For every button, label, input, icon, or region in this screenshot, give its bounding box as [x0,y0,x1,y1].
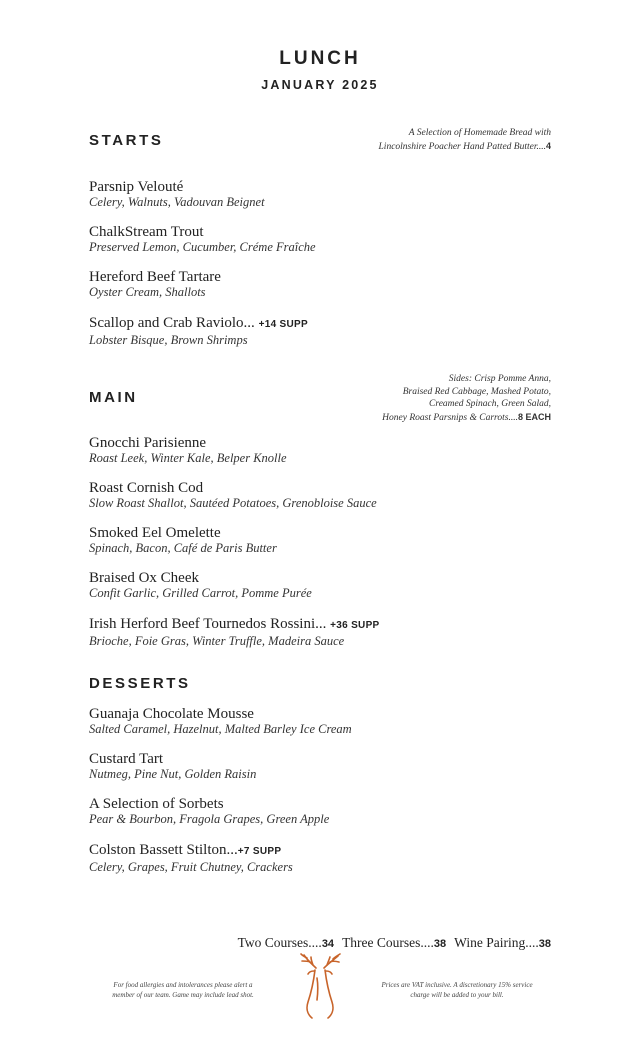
menu-item-chalkstream-trout [89,224,316,255]
wine-pairing-price: 38 [538,938,551,950]
menu-item-scallop-crab-raviolo [89,315,308,348]
menu-item-smoked-eel-omelette [89,525,277,556]
allergy-notice [88,980,278,1000]
three-courses-price: 38 [433,938,447,950]
sides-price: 8 EACH [517,411,551,422]
menu-item-sorbets [89,796,329,827]
stag-icon [296,952,344,1022]
item-name-row [89,616,380,634]
bread-note-line-2: Lincolnshire Poacher Hand Patted Butter....4 [378,140,551,152]
desserts-heading: DESSERTS [89,675,191,692]
supplement-badge: +7 SUPP [237,846,282,857]
item-description: Nutmeg, Pine Nut, Golden Raisin [89,767,257,781]
menu-date: JANUARY 2025 [261,78,379,92]
item-name: A Selection of Sorbets [89,796,224,812]
bread-note [379,127,551,153]
menu-item-parsnip-veloute [89,179,265,210]
menu-title: LUNCH [279,48,361,69]
starts-heading: STARTS [89,132,164,149]
item-description: Confit Garlic, Grilled Carrot, Pomme Purée [89,586,312,600]
main-heading: MAIN [89,389,138,406]
three-courses-label: Three Courses.... [342,935,434,950]
allergy-notice-line-1: For food allergies and intolerances please alert a [113,981,253,989]
bread-note-line-1: A Selection of Homemade Bread with [408,128,551,138]
item-description: Brioche, Foie Gras, Winter Truffle, Madeira Sauce [89,634,345,648]
item-name: Parsnip Velouté [89,179,184,195]
item-description: Oyster Cream, Shallots [89,285,206,299]
vat-notice-line-2: charge will be added to your bill. [410,991,504,999]
item-description: Celery, Grapes, Fruit Chutney, Crackers [89,860,293,874]
item-name: Hereford Beef Tartare [89,269,221,285]
item-description: Lobster Bisque, Brown Shrimps [89,333,248,347]
vat-service-notice [362,980,552,1000]
sides-note-line-3: Creamed Spinach, Green Salad, [429,399,551,409]
item-description: Salted Caramel, Hazelnut, Malted Barley Ice Cream [89,722,352,736]
item-description: Celery, Walnuts, Vadouvan Beignet [89,195,265,209]
item-name: Guanaja Chocolate Mousse [89,706,254,722]
course-pricing [238,935,551,951]
menu-item-beef-tournedos-rossini [89,616,380,649]
item-description: Spinach, Bacon, Café de Paris Butter [89,541,277,555]
item-name: Custard Tart [89,751,164,767]
sides-note-line-1: Sides: Crisp Pomme Anna, [448,374,551,384]
menu-item-custard-tart [89,751,256,782]
item-name: Scallop and Crab Raviolo... [89,315,255,331]
sides-note [382,373,551,424]
item-name: Colston Bassett Stilton... [89,842,238,858]
item-description: Slow Roast Shallot, Sautéed Potatoes, Grenobloise Sauce [89,496,377,510]
two-courses-price: 34 [321,938,335,950]
item-name: Irish Herford Beef Tournedos Rossini... [89,616,327,632]
item-name: Smoked Eel Omelette [89,525,221,541]
item-name-row [89,842,293,860]
two-courses-label: Two Courses.... [237,935,322,950]
wine-pairing-label: Wine Pairing.... [454,935,539,950]
item-description: Pear & Bourbon, Fragola Grapes, Green Apple [89,812,330,826]
menu-item-hereford-beef-tartare [89,269,221,300]
menu-item-braised-ox-cheek [89,570,312,601]
item-name-row [89,315,308,333]
menu-item-roast-cornish-cod [89,480,377,511]
bread-price: 4 [545,140,551,151]
menu-item-guanaja-chocolate-mousse [89,706,352,737]
item-name: ChalkStream Trout [89,224,204,240]
supplement-badge: +14 SUPP [258,319,308,330]
sides-note-line-2: Braised Red Cabbage, Mashed Potato, [402,386,551,397]
sides-note-line-4: Honey Roast Parsnips & Carrots....8 EACH [382,411,551,423]
allergy-notice-line-2: member of our team. Game may include lead shot. [112,991,254,999]
item-name: Gnocchi Parisienne [89,435,207,451]
item-name: Braised Ox Cheek [89,570,199,586]
menu-item-gnocchi-parisienne [89,435,287,466]
vat-notice-line-1: Prices are VAT inclusive. A discretionary 15% service [381,981,533,989]
item-description: Preserved Lemon, Cucumber, Créme Fraîche [89,240,316,254]
supplement-badge: +36 SUPP [330,620,380,631]
item-name: Roast Cornish Cod [89,480,204,496]
menu-item-colston-bassett-stilton [89,842,293,875]
item-description: Roast Leek, Winter Kale, Belper Knolle [89,451,287,465]
